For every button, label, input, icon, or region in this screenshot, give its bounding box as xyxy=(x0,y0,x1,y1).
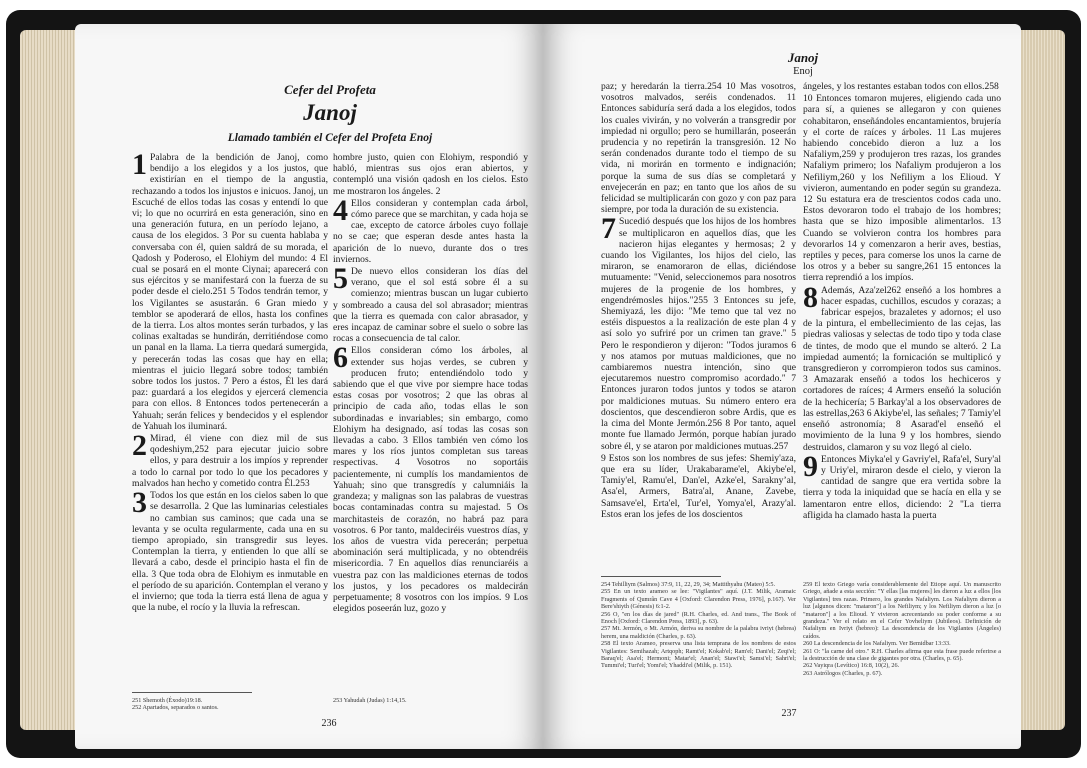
paragraph-text: paz; y heredarán la tierra.254 10 Mas vosotros, vosotros malvados, seréis condenados. 11 Entonces sabiduría será dada a los elegidos, todos los cuales vivirán, y no volverán a transgredir por impiedad ni orgullo; pero se humillarán, poseerán prudencia y no repetirán la transgresión. 12 No serán condenados durante todo el tiempo de su vida, ni morirán en tormento e indignación; porque la suma de sus días se completará y envejecerán en paz; en tanto que los años de su felicidad se multiplicarán con gozo y con paz para siempre, por toda la duración de su existencia. xyxy=(601,81,796,216)
paragraph-text: Mirad, él viene con diez mil de sus qodeshiym,252 para ejecutar juicio sobre ellos, y para destruir a los impíos y reprender a todo lo carnal por todo lo que los pecadores y malvados han hecho y cometido contra Él.253 xyxy=(132,433,328,489)
paragraph-text: Sucedió después que los hijos de los hombres se multiplicaron en aquellos días, que les nacieron hijas elegantes y hermosas; 2 y cuando los Vigilantes, los hijos del cielo, las miraron, se enamoraron de ellas, diciéndose mutuamente: "Venid, seleccionemos para nosotros mujeres de la progenie de los hombres, y engendrémosles hijos."255 3 Entonces su jefe, Shemiyazá, les dijo: "Me temo que tal vez no estéis dispuestos a la realización de este plan 4 y así solo yo sufriré por un crimen tan grave." 5 Pero le respondieron y dijeron: "Todos juramos 6 y nos atamos por mutuas maldiciones, que no cambiaremos nuestra intención, sino que ejecutaremos nuestro compromiso acordado." 7 Entonces juraron todos juntos y todos se ataron por maldiciones mutuas. Su número entero era doscientos, que descendieron sobre Ardis, que es la cima del Monte Jermón.256 8 Por tanto, aquel monte fue llamado Jermón, porque habían jurado sobre él, y se ataron por maldiciones mutuas.257 xyxy=(601,216,796,452)
paragraph-text: 10 Entonces tomaron mujeres, eligiendo cada uno para sí, a quienes se allegaron y con quienes cohabitaron, enseñándoles encantamientos, brujería y el corte de raíces y árboles. 11 Las mujeres habiendo concebido dieron a luz a los Nafaliym,259 y produjeron tres razas, los grandes Nafaliym primero; los Nafaliym produjeron a los Nefiliym,260 y los Nefiliym a los Elioud. Y vivieron, aumentando en poder según su grandeza. 12 Su estatura era de trescientos codos cada uno. Estos devoraron todo el trabajo de los hombres; hasta que se hizo imposible alimentarlos. 13 Cuando se volvieron contra los hombres para devorarlos 14 y comenzaron a herir aves, bestias, reptiles y peces, para comerse los unos la carne de los otros y a beber su sangre,261 15 entonces la tierra reprendió a los impíos. xyxy=(803,93,1001,284)
footnote: 255 En un texto arameo se lee: "Vigilantes" aquí. (J.T. Milik, Aramaic Fragments of Qumrân Cave 4 [Oxford: Clarendon Press, 1976], p.167). Ver Bere'shiyth (Génesis) 6:1-2. xyxy=(601,588,796,611)
chapter-number: 7 xyxy=(601,212,616,246)
footnotes-right-col1 xyxy=(601,581,796,670)
paragraph xyxy=(132,429,328,489)
footnote: 261 O: "la carne del otro." R.H. Charles afirma que esta frase puede referirse a la destrucción de una clase de gigantes por otra. (Charles, p. 65). xyxy=(803,647,1001,663)
chapter-number: 3 xyxy=(132,486,147,520)
left-column-2 xyxy=(333,152,528,615)
paragraph xyxy=(333,152,528,197)
paragraph-text: Ellos consideran cómo los árboles, al extender sus hojas verdes, se cubren y producen fruto; entendiéndolo todo y sabiendo que el que vive por siempre hace todas estas cosas por vosotros; 2 que las obras al principio de cada año, todas ellas le son subordinadas e invariables; sin embargo, como Elohiym ha designado, así todas las cosas son llevadas a cabo. 3 Ellos también ven cómo los mares y los ríos juntos completan sus tareas respectivas. 4 Vosotros no soportáis pacientemente, ni cumplís los mandamientos de Yahuah; sino que transgredís y calumniáis la grandeza; y malignas son las palabras de vuestras bocas contaminadas contra su majestad. 5 Os marchitasteis de corazón, no habrá paz para vosotros. 6 Por tanto, maldeciréis vuestros días, y los años de vuestra vida perecerán; perpetua abominación será multiplicada, y no obtendréis misericordia. 7 En aquellos días renunciaréis a vuestra paz con las maldiciones eternas de todos los justos, y los pecadores os maldecirán perpetuamente; 8 vosotros con los impíos. 9 Los elegidos poseerán luz, gozo y xyxy=(333,345,528,615)
footnote-rule xyxy=(132,692,252,693)
paragraph xyxy=(601,212,796,452)
right-column-2 xyxy=(803,81,1001,522)
page-edges-left xyxy=(20,30,80,730)
running-header-sub: Enoj xyxy=(793,66,813,77)
chapter-number: 8 xyxy=(803,280,818,314)
chapter-number: 6 xyxy=(333,341,348,375)
book-subtitle: Llamado también el Cefer del Profeta Enoj xyxy=(227,132,433,144)
chapter-number: 5 xyxy=(333,262,348,296)
paragraph xyxy=(132,486,328,614)
footnote-rule xyxy=(601,576,721,577)
chapter-number: 2 xyxy=(132,429,147,463)
paragraph xyxy=(333,262,528,345)
paragraph-text: Ellos consideran y contemplan cada árbol, cómo parece que se marchitan, y cada hoja se cae, excepto de catorce árboles cuyo follaje no se cae; que esperan desde antes hasta la aparición de lo nuevo, durante dos o tres inviernos. xyxy=(333,197,528,265)
paragraph-text: De nuevo ellos consideran los días del verano, que el sol está sobre él a su comienzo; mientras buscan un lugar cubierto y sombreado a causa del sol abrasador; mientras que la tierra es quemada con calor abrasador, y eres incapaz de caminar sobre el suelo o sobre las rocas a consecuencia de tal calor. xyxy=(333,266,528,345)
footnote: 256 O, "en los días de jared" (R.H. Charles, ed. And trans., The Book of Enoch [Oxford: Clarendon Press, 1893], p. 63). xyxy=(601,610,796,626)
paragraph xyxy=(803,93,1001,283)
footnote: 257 Mt. Jermón, o Mt. Armón, deriva su nombre de la palabra ivriyt (hebrea) herem, una maldición (Charles, p. 63). xyxy=(601,625,796,640)
page-edges-right xyxy=(1015,30,1065,730)
footnote: 259 El texto Griego varía considerablemente del Etiope aquí. Un manuscrito Griego, añade a esta sección: "Y ellas [las mujeres] les dieron a luz a ellos [los Vigilantes] tres razas. Primero, los grandes Nafaliym. Los Nafaliym dieron a luz [algunos dicen: "mataron"] a los Nefiliym; y los Nefiliym dieron a luz [o "mataron"] a los Elioud. Y vivieron acrecentando su poder conforme a su grandeza." Ver el relato en el Cefer Yovheliym (Jubileos). Definición de Nafaliym en Ivriyt (hebreo): La descendencia de los Vigilantes (Ángeles) caídos. xyxy=(803,581,1001,640)
paragraph-text: Palabra de la bendición de Janoj, como bendijo a los elegidos y a los justos, que existirían en el tiempo de la angustia, rechazando a todos los injustos e inicuos. Janoj, un Escuché de ellos todas las cosas y entendí lo que vi; lo que no ocurrirá en esta generación, sino en una generación futura, en un período lejano, a causa de los elegidos. 3 Por su cuenta hablaba y conversaba con él, quien saldrá de su morada, el Qadosh y Poderoso, el Elohiym del mundo: 4 El cual se posará en el monte Ciynai; aparecerá con sus ejércitos y se manifestará con la fuerza de su poder desde el cielo.251 5 Todos tendrán temor, y los Vigilantes se asustarán. 6 Gran miedo y temblor se apoderará de ellos, hasta los confines de la tierra. Los altos montes serán turbados, y las colinas exaltadas se hundirán, derritiéndose como un panal en la llama. La tierra quedará sumergida, y perecerán todas las cosas que hay en ella; mientras el juicio llegará sobre todos; también sobre todos los justos. 7 Pero a éstos, Él les dará paz: guardará a los elegidos y ejercerá clemencia para con ellos. 8 Entonces todos pertenecerán a Yahuah; serán felices y bendecidos y el esplendor de Yahuah los iluminará. xyxy=(132,152,328,432)
paragraph-text: 9 Estos son los nombres de sus jefes: Shemiy'aza, que era su líder, Urakabarame'el, Akiybe'el, Tamiy'el, Ramu'el, Dan'el, Azke'el, Saraknyʼal, Asa'el, Armers, Batra'al, Anane, Zavebe, Samsave'el, Erta'el, Tur'el, Yomya'el, Arazy'al. Estos eran los jefes de los doscientos xyxy=(601,452,796,520)
paragraph xyxy=(803,81,1001,92)
paragraph-text: hombre justo, quien con Elohiym, respondió y habló, mientras sus ojos eran abiertos, y contempló una visión qadosh en los cielos. Esto me mostraron los ángeles. 2 xyxy=(333,152,528,197)
book-pre-title: Cefer del Profeta xyxy=(284,82,376,97)
footnote: 251 Shemoth (Éxodo)19:18. xyxy=(132,697,203,704)
paragraph xyxy=(132,148,328,432)
right-column-1 xyxy=(601,81,796,521)
paragraph-text: Entonces Miyka'el y Gavriy'el, Rafa'el, Sury'al y Uriy'el, miraron desde el cielo, y vieron la cantidad de sangre que era vertida sobre la tierra y toda la iniquidad que se hacía en ella y se lamentaron entre ellos, diciendo: 2 "La tierra afligida ha clamado hasta la puerta xyxy=(803,453,1001,521)
paragraph-text: Todos los que están en los cielos saben lo que se desarrolla. 2 Que las luminarias celestiales no cambian sus caminos; que cada una se levanta y se oculta regularmente, cada una en su tiempo apropiado, sin transgredir sus leyes. Contemplan la tierra, y entienden lo que allí se llevará a cabo, desde el principio hasta el fin de ella. 3 Que toda obra de Elohiym es inmutable en el período de su aparición. Contemplan el verano y el invierno; que toda la tierra está llena de agua y que la nube, el rocío y la lluvia la refrescan. xyxy=(132,490,328,614)
footnote: 258 El texto Arameo, preserva una lista temprana de los nombres de estos Vigilantes: Semihazah; Artqoph; Ramt'el; Kokab'el; Ram'el; Dani'el; Zeqi'el; Baraq'el; Asa'el; Hermoni; Matar'el; Anan'el; Stawi'el; Samsi'el; Sahri'el; Tummi'el; Turi'el; Yomi'el; Yhaddi'el (Milik, p. 151). xyxy=(601,640,796,670)
page-number-right: 237 xyxy=(781,708,797,719)
footnote: 263 Astrólogos (Charles, p. 67). xyxy=(803,669,883,677)
running-header-title: Janoj xyxy=(787,50,819,65)
footnote: 254 Tehilliym (Salmos) 37:9, 11, 22, 29, 34; Mattithyahu (Mateo) 5:5. xyxy=(601,581,776,588)
footnote: 260 La descendencia de los Nafaliym. Ver Bemidbar 13:33. xyxy=(803,640,951,648)
paragraph xyxy=(803,280,1001,453)
paragraph xyxy=(333,341,528,615)
page-number-left: 236 xyxy=(321,718,337,729)
footnote: 253 Yahudah (Judas) 1:14,15. xyxy=(333,697,407,704)
chapter-number: 9 xyxy=(803,449,818,483)
paragraph-text: ángeles, y los restantes estaban todos con ellos.258 xyxy=(803,81,999,92)
paragraph xyxy=(601,81,796,215)
paragraph xyxy=(803,449,1001,521)
paragraph xyxy=(601,453,796,520)
paragraph-text: Además, Aza'zel262 enseñó a los hombres a hacer espadas, cuchillos, escudos y corazas; a fabricar espejos, brazaletes y adornos; el uso de la pintura, el embellecimiento de las cejas, las piedras valiosas y selectas de todo tipo y toda clase de tintes, de modo que el mundo se alteró. 2 La impiedad aumentó; la fornicación se multiplicó y transgredieron y corrompieron todos sus caminos. 3 Amazarak enseñó a todos los hechiceros y cortadores de raíces; 4 Armers enseñó la solución de la hechicería; 5 Barkay'al a los observadores de las estrellas,263 6 Akiybe'el, las señales; 7 Tamiy'el enseñó astronomía; 8 Asarad'el enseñó el movimiento de la luna 9 y los hombres, siendo destruidos, clamaron y su voz llegó al cielo. xyxy=(803,284,1001,453)
paragraph xyxy=(333,193,528,265)
chapter-number: 1 xyxy=(132,148,147,181)
book-title: Janoj xyxy=(303,100,357,125)
left-page xyxy=(75,24,543,749)
chapter-number: 4 xyxy=(333,193,348,227)
footnotes-right-col2 xyxy=(803,581,1001,677)
footnote: 262 Vayiqra (Levítico) 16:8, 10(2), 26. xyxy=(803,662,900,670)
footnotes-left-col1 xyxy=(132,697,322,712)
footnote: 252 Apartados, separados o santos. xyxy=(132,704,219,712)
left-column-1 xyxy=(132,148,328,614)
right-page xyxy=(543,24,1021,749)
footnotes-left-col2 xyxy=(333,697,523,704)
